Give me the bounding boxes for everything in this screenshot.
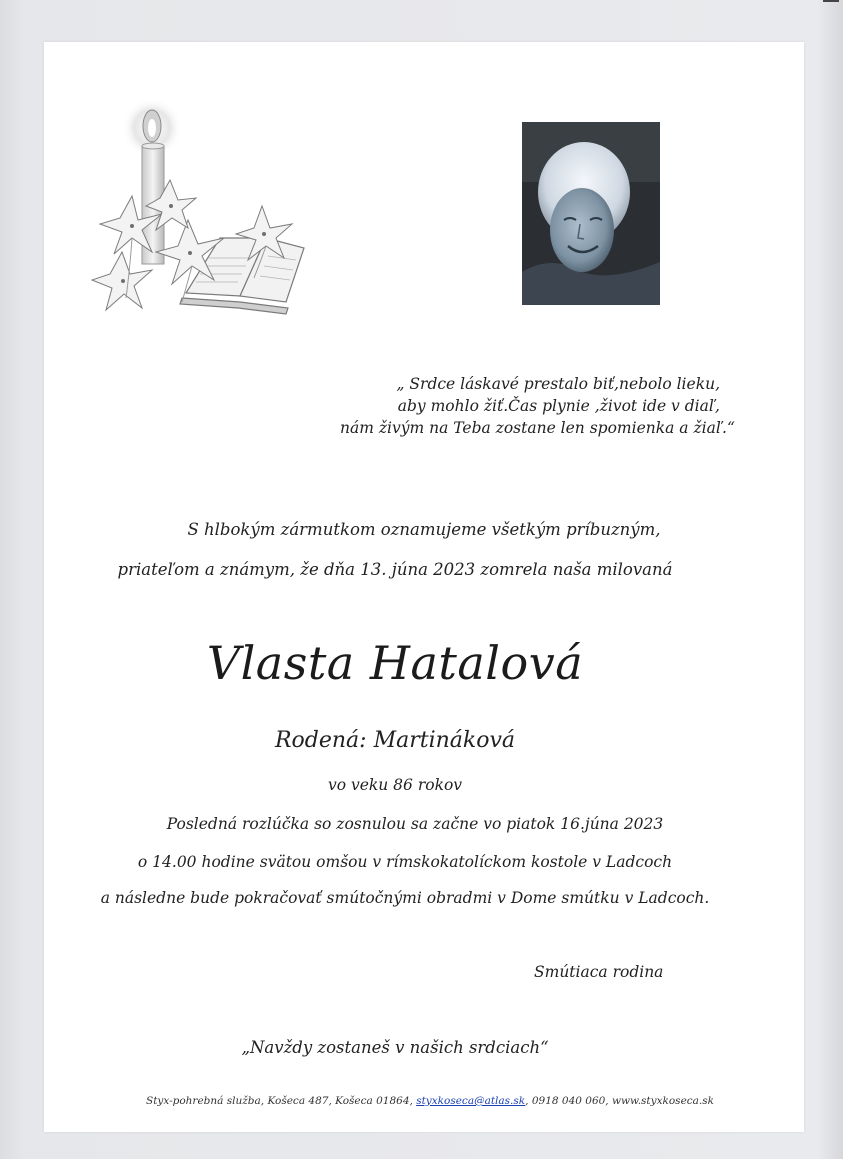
portrait-photo	[522, 122, 660, 305]
footer-contact	[146, 1095, 714, 1107]
footer-company: Styx-pohrebná služba, Košeca 487, Košeca 01864,	[146, 1095, 413, 1107]
quote-line-3: nám živým na Teba zostane len spomienka a žiaľ.“	[340, 419, 735, 437]
scan-edge-mark	[823, 0, 839, 2]
closing-quote: „Navždy zostaneš v našich srdciach“	[241, 1038, 549, 1057]
funeral-line-3: a následne bude pokračovať smútočnými obradmi v Dome smútku v Ladcoch.	[100, 889, 710, 907]
funeral-line-2: o 14.00 hodine svätou omšou v rímskokatolíckom kostole v Ladcoch	[137, 853, 673, 871]
announcement-line-2: priateľom a známym, že dňa 13. júna 2023 zomrela naša milovaná	[117, 560, 673, 579]
age-line: vo veku 86 rokov	[327, 776, 463, 794]
quote-line-2: aby mohlo žiť.Čas plynie ,život ide v diaľ,	[397, 397, 720, 415]
footer-phone-web: , 0918 040 060, www.styxkoseca.sk	[525, 1095, 715, 1107]
footer-email-link[interactable]: styxkoseca@atlas.sk	[416, 1095, 526, 1107]
quote-line-1: „ Srdce láskavé prestalo biť,nebolo lieku,	[396, 375, 720, 393]
maiden-name: Rodená: Martináková	[274, 728, 516, 753]
family-signature: Smútiaca rodina	[534, 963, 664, 981]
candle-lily-book-icon	[90, 88, 312, 320]
announcement-line-1: S hlbokým zármutkom oznamujeme všetkým príbuzným,	[187, 520, 661, 539]
deceased-name: Vlasta Hatalová	[206, 636, 584, 690]
memorial-quote	[340, 373, 735, 439]
funeral-line-1: Posledná rozlúčka so zosnulou sa začne vo piatok 16.júna 2023	[166, 815, 664, 833]
